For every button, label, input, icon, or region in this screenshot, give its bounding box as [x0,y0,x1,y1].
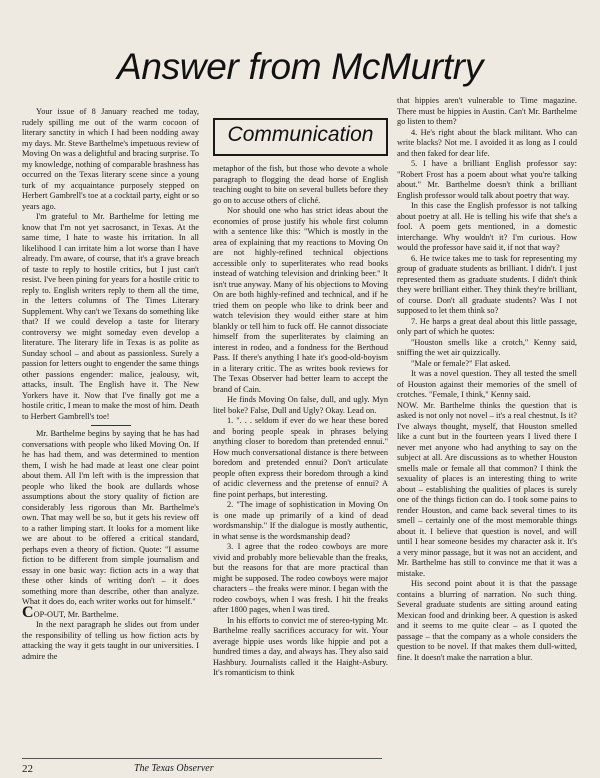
paragraph: 6. He twice takes me to task for representing my group of graduate students as brilliant. I didn't. I just represented them as graduate students. I didn't think they were brilliant either. They think they're brilliant, of course. Don't all graduate students? Was I not supposed to let them think so? [397,253,577,315]
paragraph: 4. He's right about the black militant. Who can write blacks? Not me. I avoided it as long as I could and then faked for dear life. [397,127,577,158]
paragraph: metaphor of the fish, but those who devote a whole paragraph to flogging the dead horse of English teaching ought to bite on several bullets before they go on to accuse others of cliché. [213,164,388,205]
paragraph: It was a novel question. They all tested the smell of Houston against their memories of the smell of crotches. "Female, I think," Kenny said. [397,369,577,399]
publication-name: The Texas Observer [134,763,214,774]
paragraph: "Male or female?" Flat asked. [411,358,511,368]
paragraph: Your issue of 8 January reached me today, rudely spilling me out of the warm cocoon of literary sanctity in which I had been nodding away my days. Mr. Steve Barthelme's impetuous review of Moving On was a delightful and bracing surprise. To my knowledge, nothing of comparable brashness has occurred on the Texas literary scene since a young turk of my acquaintance purposely stepped on Herbert Gambrell's toe at a cocktail party, eight or so years ago. [22,107,199,211]
column-3 [397,96,577,663]
paragraph: I'm grateful to Mr. Barthelme for letting me know that I'm not yet sacrosanct, in Texas. At the same time, I hate to waste his irritation. In all likelihood I can irritate him a lot worse than I have already. I'm aware, of course, that it's a grave breach of taste to reply to hostile critics, but I just can't resist. I've been pining for years for a hostile critic to reply to. English writers reply to them all the time, in the letters columns of The Times Literary Supplement. Why can't we Texans do something like that? If we could develop a taste for literary controversy we might someday even develop a literature. The literary life in Texas is as polite as Sunday school – and about as passionless. Surely a passion for letters ought to engender the same things other passions engender: malice, jealousy, wit, attacks, insult. The English have it. The New Yorkers have it. Now that I've finally got me a hostile critic, I mean to make the most of him. Death to Herbert Gambrell's toe! [22,212,199,421]
paragraph: Nor should one who has strict ideas about the economies of prose justify his whole first column with a sentence like this: "Which is mostly in the area of explaining that my reactions to Moving On are not highly-refined technical objections accessible only to superliterates who read books instead of watching television and drinking beer." It isn't true anyway. Many of his objections to Moving On are both highly-refined and technical, and if he tried them on people who like to drink beer and watch television they would either stare at him blankly or tell him to fuck off. He cannot dissociate himself from the superliterates by claiming an interest in rodeo, and a fondness for the Berthoud Pass. If there's anything I hate it's good-old-boyism in a literary critic. The as writes book reviews for The Texas Observer had better learn to accept the brand of Cain. [213,206,388,394]
divider [91,425,131,426]
paragraph: NOW. Mr. Barthelme thinks the question that is asked is not only not novel – it's a real chestnut. Is it? I've always thought, myself, that Houston smelled like a cunt but in the fourteen years I lived there I never met anyone who had anything to say on the subject at all. Are discussions as to whether Houston smells male or female all that common? I think the sexuality of places is an interesting thing to write about – establishing the qualities of places is surely one of the things fiction can do. I took some pains to render Houston, and came back several times to its smell – certainly one of the most memorable things about it. I believe that question is novel, and will until I hear someone besides my character ask it. It's a very minor passage, but it was not an accident, and Mr. Barthelme has still to convince me that it was a mistake. [397,400,577,578]
paragraph-text: OP-OUT, Mr. Barthelme. [33,609,119,619]
paragraph: 7. He harps a great deal about this little passage, only part of which he quotes: [397,316,577,336]
page-number: 22 [22,763,33,775]
paragraph [22,603,199,621]
paragraph: 3. I agree that the rodeo cowboys are more vivid and probably more believable than the freaks, but the reasons for that are more practical than might be supposed. The rodeo cowboys were major characters – the freaks were minor. I began with the rodeo cowboys, when I was fresh. I hit the freaks after 1800 pages, when I was tired. [213,542,388,614]
paragraph: He finds Moving On false, dull, and ugly. Myn litel boke? False, Dull and Ugly? Okay. Lead on. [213,395,388,415]
paragraph: "Houston smells like a crotch," Kenny said, sniffing the wet air quizzically. [397,337,577,357]
paragraph: In the next paragraph he slides out from under the responsibility of telling us how fiction acts by attacking the way it gets taught in our universities. I admire the [22,620,199,661]
paragraph: that hippies aren't vulnerable to Time magazine. There must be hippies in Austin. Can't Mr. Barthelme go listen to them? [397,96,577,126]
paragraph: 1. ". . . seldom if ever do we hear these bored and boring people speak in phrases belying anything closer to boredom than pretended ennui." How much conversational distance is there between boredom and pretended ennui? Don't articulate people often express their boredom through a kind of acidic cleverness and the pretense of ennui? A fine point perhaps, but interesting. [213,416,388,499]
article-title: Answer from McMurtry [116,46,484,87]
column-2 [213,118,388,679]
section-label-box: Communication [213,118,388,156]
paragraph: His second point about it is that the passage contains a blurring of narration. No such thing. Several graduate students are sitting around eating Mexican food and drinking beer. A question is asked and it seems to me quite clear – as I quoted the passage – that the company as a whole considers the question to be novel. If that makes them dull-witted, fine. It doesn't make the narration a blur. [397,579,577,662]
paragraph: 2. "The image of sophistication in Moving On is one made up primarily of a kind of dead wordsmanship." If the dialogue is mostly authentic, in what sense is the wordsmanship dead? [213,500,388,541]
paragraph: In his efforts to convict me of stereo-typing Mr. Barthelme really sacrifices accuracy for wit. Your average hippie uses words like hippie and pot a hundred times a day, and always has. They also said Hashbury. Journalists called it the Haight-Asbury. It's romanticism to think [213,615,388,677]
paragraph: In this case the English professor is not talking about poetry at all. He is telling his wife that she's a fool. A poem gets mentioned, in a domestic interchange. Why wouldn't it? I'm curious. How would the professor have said it, if not that way? [397,201,577,252]
paragraph: 5. I have a brilliant English professor say: "Robert Frost has a poem about what you're talking about." Mr. Barthelme doesn't think a brilliant English professor would talk about poetry that way. [397,159,577,200]
drop-cap: C [22,603,34,621]
page-footer [22,758,382,775]
column-1 [22,107,199,662]
paragraph: Mr. Barthelme begins by saying that he has had conversations with people who liked Moving On. If he has had them, and was determined to mention them, I wish he had made at least one clear point about them. All I'm left with is the impression that people who liked the book are dullards whose assumptions about the story quality of fiction are considerably less rigorous than Mr. Barthelme's own. That may well be so, but it gets his review off to a rather limping start. It looks for a moment like we are about to be offered a critical standard, perhaps even a theory of fiction. Quote: "I assume fiction to be different from simple journalism and essay in one basic way: fiction acts in a way that these other kinds of writing don't – it does something more than describe, other than analyze. What it does do, each writer works out for himself." [22,429,199,606]
